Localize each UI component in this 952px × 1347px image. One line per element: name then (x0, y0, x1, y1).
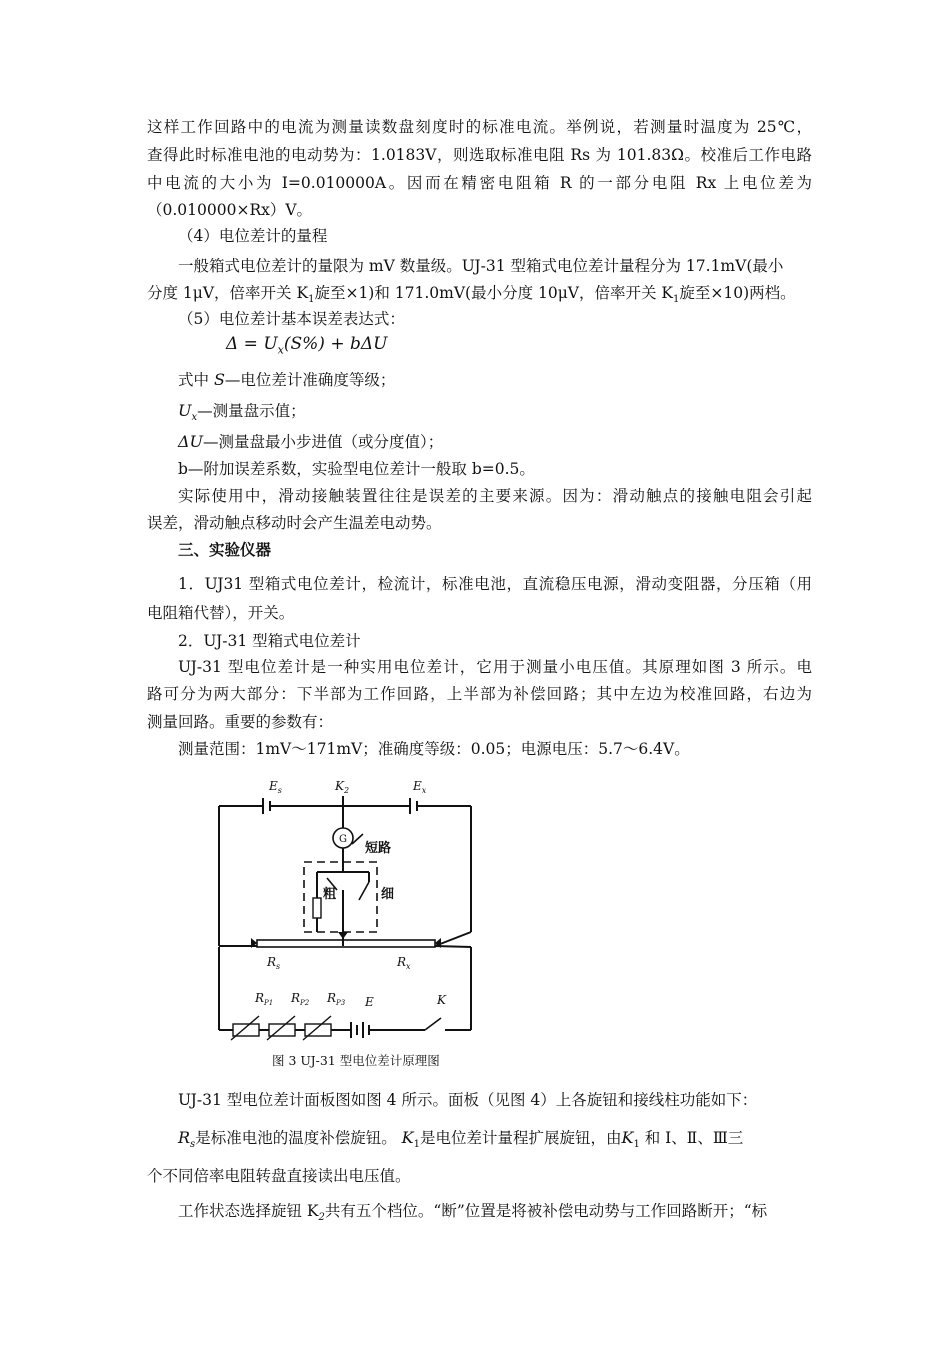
label-coarse: 粗 (323, 887, 337, 902)
paragraph-line: 测量范围：1mV～171mV；准确度等级：0.05；电源电压：5.7～6.4V。 (178, 740, 690, 758)
paragraph-line: UJ-31 型电位差计是一种实用电位差计，它用于测量小电压值。其原理如图 3 所示。电 (178, 658, 812, 676)
paragraph-line: 路可分为两大部分：下半部为工作回路，上半部为补偿回路；其中左边为校准回路，右边为 (147, 685, 812, 703)
subheading-error: （5）电位差计基本误差表达式： (178, 310, 405, 328)
galvanometer-label: G (339, 834, 347, 845)
label-es: $E_s$ (269, 779, 282, 795)
label-k: K (437, 993, 446, 1007)
paragraph-line: 1．UJ31 型箱式电位差计，检流计，标准电池，直流稳压电源，滑动变阻器，分压箱（用 (178, 575, 812, 593)
label-rp1: $R_{P1}$ (255, 991, 274, 1007)
label-k2: $K_2$ (335, 779, 350, 795)
paragraph-line: 测量回路。重要的参数有： (147, 713, 334, 731)
paragraph-line: 查得此时标准电池的电动势为：1.0183V，则选取标准电阻 Rs 为 101.83Ω。校准后工作电路 (147, 146, 812, 164)
circuit-diagram (205, 772, 495, 1047)
paragraph-line: 实际使用中，滑动接触装置往往是误差的主要来源。因为：滑动触点的接触电阻会引起 (178, 487, 812, 505)
paragraph-line: 分度 1μV，倍率开关 $K_1$旋至×1)和 171.0mV(最小分度 10μV，倍率开关 $K_1$旋至×10)两档。 (147, 284, 796, 306)
section-heading: 三、实验仪器 (178, 540, 272, 559)
paragraph-line: 中电流的大小为 I=0.010000A。因而在精密电阻箱 R 的一部分电阻 Rx 上电位差为 (147, 174, 812, 192)
label-rx: $R_x$ (397, 955, 411, 971)
label-e: E (365, 995, 374, 1009)
paragraph-line: UJ-31 型电位差计面板图如图 4 所示。面板（见图 4）上各旋钮和接线柱功能如下： (178, 1091, 758, 1109)
error-formula: $\Delta = U_x(S\%) + b\Delta U$ (226, 334, 388, 357)
label-rp2: $R_{P2}$ (291, 991, 310, 1007)
paragraph-line: 这样工作回路中的电流为测量读数盘刻度时的标准电流。举例说，若测量时温度为 25℃， (147, 118, 812, 136)
paragraph-line: 一般箱式电位差计的量限为 mV 数量级。UJ-31 型箱式电位差计量程分为 17.1mV(最小 (178, 257, 784, 275)
label-ex: $E_x$ (413, 779, 427, 795)
label-rp3: $R_{P3}$ (327, 991, 346, 1007)
figure-caption: 图 3 UJ-31 型电位差计原理图 (272, 1053, 440, 1068)
definition-ux: $U_x—$测量盘示值； (178, 401, 306, 424)
paragraph-line: 电阻箱代替），开关。 (147, 604, 295, 622)
paragraph-line: $R_s$是标准电池的温度补偿旋钮。 $K_1$是电位差计量程扩展旋钮，由$K_1$ 和 Ⅰ、Ⅱ、Ⅲ三 (178, 1128, 744, 1151)
label-short: 短路 (365, 841, 392, 856)
paragraph-line: 工作状态选择旋钮 $K_2$共有五个档位。“断”位置是将被补偿电动势与工作回路断开；“标 (178, 1202, 768, 1224)
definition-du: ΔU—测量盘最小步进值（或分度值）； (178, 432, 444, 451)
paragraph-line: （0.010000×Rx）V。 (147, 201, 313, 219)
list-item: 2．UJ-31 型箱式电位差计 (178, 632, 361, 650)
subheading-range: （4）电位差计的量程 (178, 227, 328, 245)
definition-b: b—附加误差系数，实验型电位差计一般取 b=0.5。 (178, 460, 535, 478)
label-fine: 细 (381, 887, 395, 902)
label-rs: $R_s$ (267, 955, 281, 971)
paragraph-line: 误差，滑动触点移动时会产生温差电动势。 (147, 514, 442, 532)
definition-s: 式中 S—电位差计准确度等级； (178, 370, 396, 389)
paragraph-line: 个不同倍率电阻转盘直接读出电压值。 (147, 1167, 411, 1185)
